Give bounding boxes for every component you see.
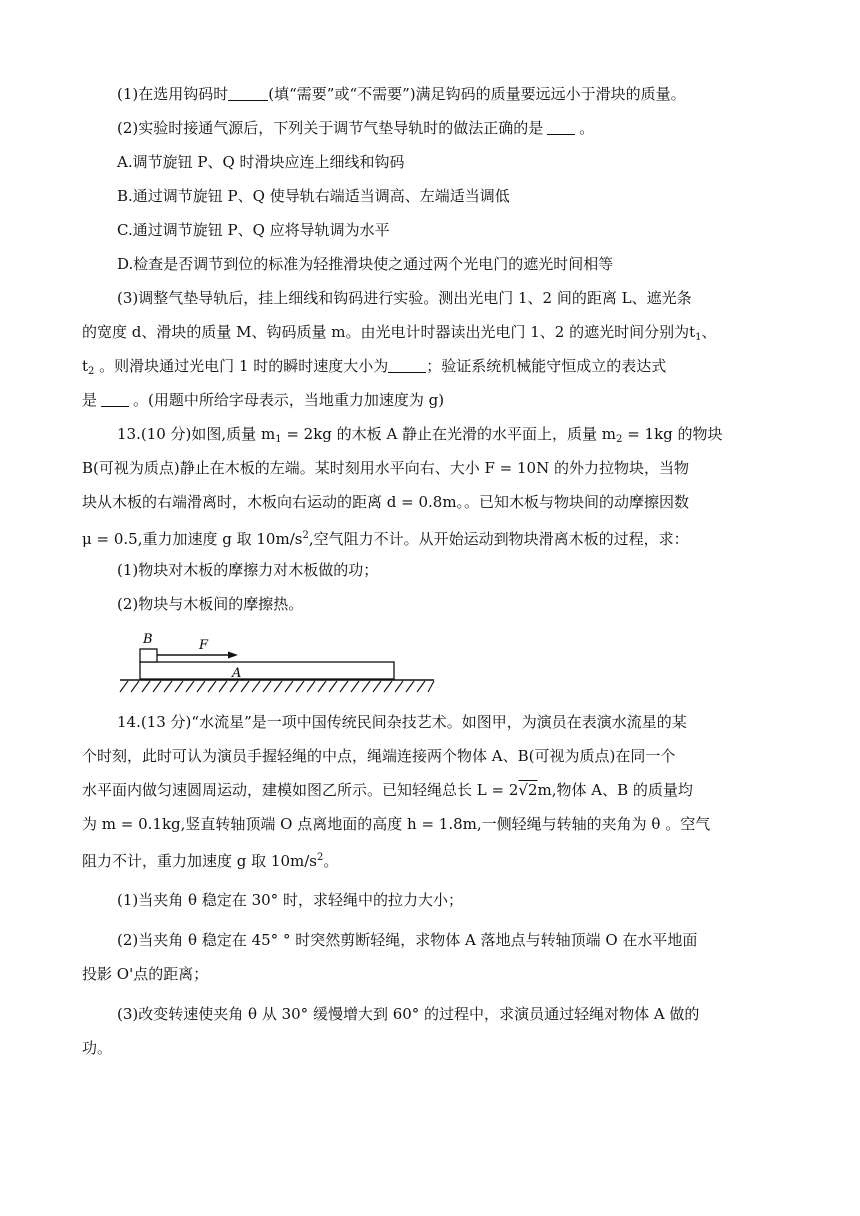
label-f: F: [199, 638, 209, 653]
subscript: 1: [695, 332, 702, 343]
text: 、: [701, 323, 717, 341]
q14-line1: 14.(13 分)“水流星”是一项中国传统民间杂技艺术。如图甲，为演员在表演水流星的某: [117, 713, 687, 731]
subscript: 2: [616, 434, 623, 445]
text: μ = 0.5,重力加速度 g 取 10m/s: [82, 530, 303, 548]
superscript: 2: [316, 852, 324, 863]
q12-option-a: A.调节旋钮 P、Q 时滑块应连上细线和钩码: [117, 153, 405, 171]
board-block-figure: [118, 626, 448, 694]
text: m,物体 A、B 的质量均: [537, 781, 693, 799]
q12-part2: [117, 117, 594, 139]
text: 水平面内做匀速圆周运动，建模如图乙所示。已知轻绳总长 L = 2: [82, 781, 519, 799]
answer-blank: [547, 118, 575, 135]
label-b: B: [143, 632, 153, 647]
q12-part3-line1: (3)调整气垫导轨后，挂上细线和钩码进行实验。测出光电门 1、2 间的距离 L、遮光条: [117, 289, 692, 307]
q13-line2: B(可视为质点)静止在木板的左端。某时刻用水平向右、大小 F = 10N 的外力拉物块，当物: [82, 459, 689, 477]
q12-option-d: D.检查是否调节到位的标准为轻推滑块使之通过两个光电门的遮光时间相等: [117, 255, 614, 273]
q13-line1: [117, 423, 723, 451]
block-b: [140, 649, 157, 662]
q13-sub1: (1)物块对木板的摩擦力对木板做的功；: [117, 561, 379, 579]
sqrt-expression: √2: [518, 781, 538, 799]
board-a: [140, 662, 394, 679]
text: ；验证系统机械能守恒成立的表达式: [426, 357, 667, 375]
text: 。(用题中所给字母表示，当地重力加速度为 g): [133, 391, 445, 409]
q14-sub3-line2: 功。: [82, 1039, 113, 1057]
text: 。: [579, 119, 595, 137]
text: 。则滑块通过光电门 1 时的瞬时速度大小为: [94, 357, 389, 375]
q14-line3: [82, 779, 693, 801]
arrow-head: [228, 652, 238, 659]
superscript: 2: [302, 530, 309, 541]
text: (2)实验时接通气源后，下列关于调节气垫导轨时的做法正确的是: [117, 119, 544, 137]
q13-line4: [82, 525, 689, 550]
text: (填“需要”或“不需要”)满足钩码的质量要远远小于滑块的质量。: [268, 85, 686, 103]
text: ,空气阻力不计。从开始运动到物块滑离木板的过程，求：: [308, 530, 689, 548]
text: (1)在选用钩码时: [117, 85, 229, 103]
answer-blank: [388, 356, 426, 373]
q14-line2: 个时刻，此时可认为演员手握轻绳的中点，绳端连接两个物体 A、B(可视为质点)在同一个: [82, 747, 676, 765]
text: = 1kg 的物块: [622, 425, 723, 443]
text: = 2kg 的木板 A 静止在光滑的水平面上，质量 m: [281, 425, 617, 443]
q14-sub1: (1)当夹角 θ 稳定在 30° 时，求轻绳中的拉力大小；: [117, 891, 463, 909]
q14-sub2-line2: 投影 O'点的距离；: [82, 965, 209, 983]
q12-part3-line2: [82, 321, 717, 349]
q12-part3-line4: [82, 389, 444, 411]
answer-blank: [228, 84, 268, 101]
q14-line5: [82, 847, 338, 872]
label-a: A: [232, 666, 242, 681]
subscript: 1: [275, 434, 282, 445]
q14-line4: 为 m = 0.1kg,竖直转轴顶端 O 点离地面的高度 h = 1.8m,一侧轻绳与转轴的夹角为 θ 。空气: [82, 815, 711, 833]
q14-sub3-line1: (3)改变转速使夹角 θ 从 30° 缓慢增大到 60° 的过程中，求演员通过轻绳对物体 A 做的: [117, 1005, 700, 1023]
text: 。: [323, 852, 339, 870]
q13-line3: 块从木板的右端滑离时，木板向右运动的距离 d = 0.8m。。已知木板与物块间的动摩擦因数: [82, 493, 690, 511]
text: 是: [82, 391, 98, 409]
q14-sub2-line1: (2)当夹角 θ 稳定在 45° ° 时突然剪断轻绳，求物体 A 落地点与转轴顶端 O 在水平地面: [117, 931, 698, 949]
q13-sub2: (2)物块与木板间的摩擦热。: [117, 595, 304, 613]
subscript: 2: [88, 366, 95, 377]
answer-blank: [101, 390, 129, 407]
ground: [120, 680, 434, 692]
text: t: [82, 357, 89, 375]
q12-option-b: B.通过调节旋钮 P、Q 使导轨右端适当调高、左端适当调低: [117, 187, 510, 205]
text: 的宽度 d、滑块的质量 M、钩码质量 m。由光电计时器读出光电门 1、2 的遮光时间分别为t: [82, 323, 696, 341]
q12-option-c: C.通过调节旋钮 P、Q 应将导轨调为水平: [117, 221, 390, 239]
text: 阻力不计，重力加速度 g 取 10m/s: [82, 852, 317, 870]
text: 13.(10 分)如图,质量 m: [117, 425, 276, 443]
q12-part1: [117, 83, 686, 105]
q12-part3-line3: [82, 355, 666, 383]
